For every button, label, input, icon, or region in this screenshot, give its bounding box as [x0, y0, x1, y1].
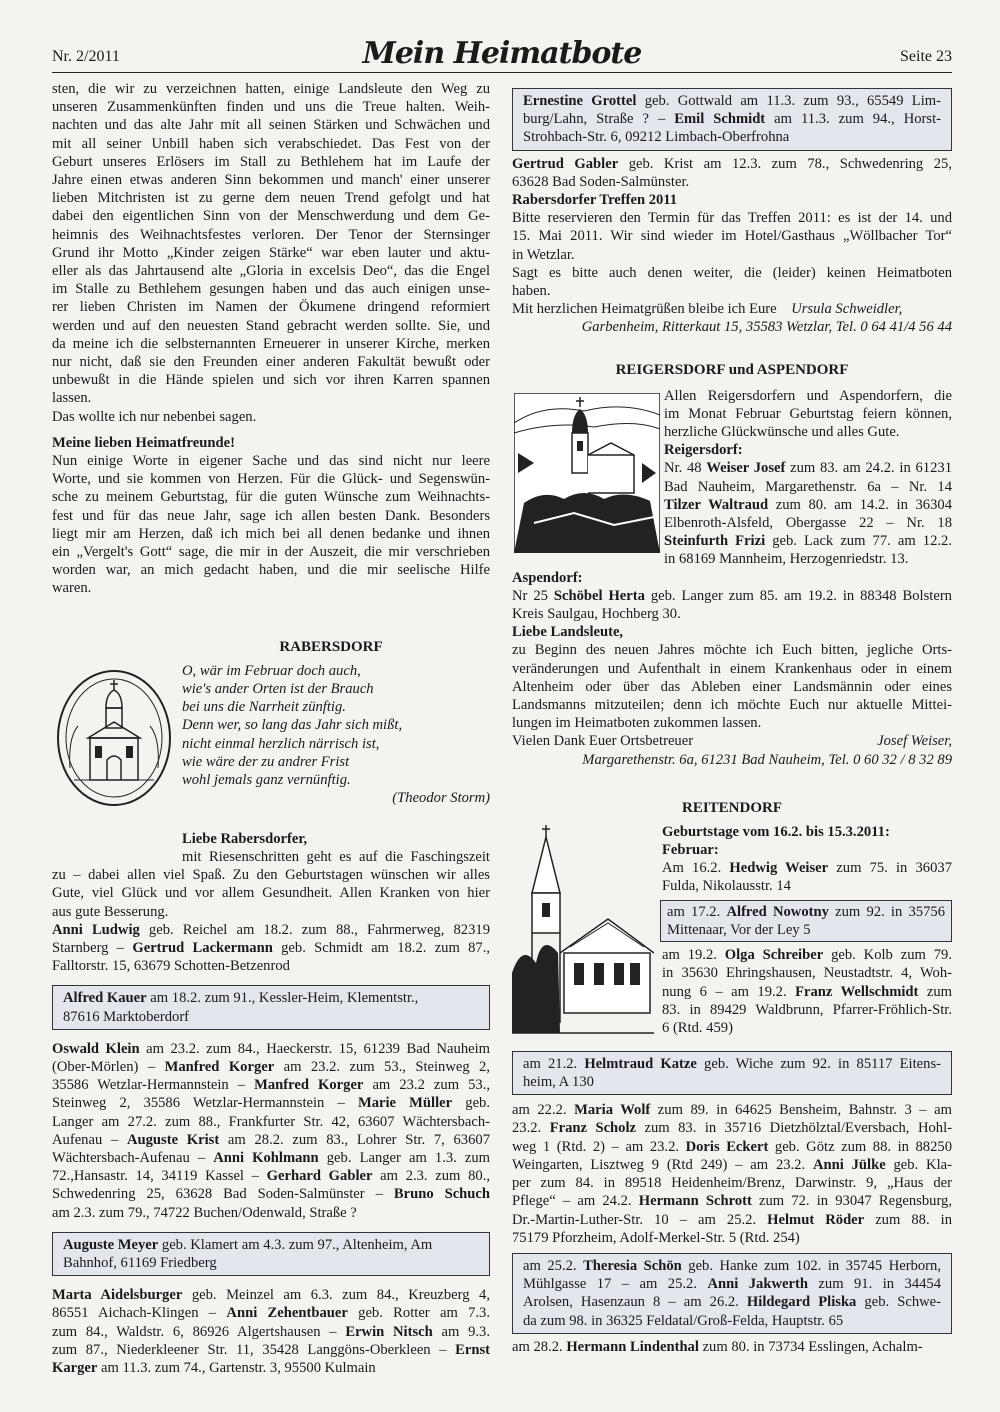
birthday-entry [52, 1149, 490, 1167]
reitendorf-top-section [512, 823, 952, 1045]
box-name: Auguste Meyer [63, 1236, 159, 1253]
text-line: worden war, an mich gedacht haben, und die mir seelische Hilfe [52, 562, 490, 579]
entry-text: am 23.2. zum 53., Steinweg 2, [274, 1058, 490, 1075]
entry-text: 23.2. [512, 1120, 550, 1137]
entry-text: zum 89. in 64625 Bensheim, Bahnstr. 3 – am [650, 1102, 952, 1119]
entry-text: am 2.3. zum 79., 74722 Buchen/Odenwald, Straße ? [52, 1204, 357, 1221]
text-line: aus gute Besserung. [52, 903, 169, 920]
entry-text: Kreis Saulgau, Hochberg 30. [512, 606, 681, 623]
header-rule [52, 72, 952, 73]
entry-text: geb. Gottwald am 11.3. zum 93., 65549 Lim- [636, 93, 941, 109]
text-line: Nun einige Worte in eigener Sache und das sind nicht nur leere [52, 453, 490, 470]
reitendorf-title: REITENDORF [681, 799, 782, 816]
birthday-entry [664, 550, 952, 568]
entry-text: am 25.2. [523, 1257, 584, 1274]
highlight-box-schoen [512, 1253, 952, 1334]
intro-text [52, 80, 490, 426]
text-line: Landsmanns mitzuteilen; denn ich möchte Euch nur aktuelle Mittei- [512, 697, 952, 714]
entry-text: Steinweg 2, 35586 Wetzlar-Hermannstein – [52, 1095, 358, 1112]
person-name: Gerhard Gabler [266, 1168, 373, 1185]
person-name: Ernestine Grottel [523, 93, 637, 109]
right-column [512, 80, 952, 1356]
birthday-entry [512, 173, 952, 191]
entry-text: Schwedenring 25, 63628 Bad Soden-Salmünster – [52, 1186, 394, 1203]
person-name: Marta Aidelsburger [52, 1287, 183, 1304]
entry-text: geb. Rotter am 7.3. [347, 1305, 490, 1322]
entry-text: da zum 98. in 36325 Feldatal/Groß-Felda, Hauptstr. 65 [523, 1312, 844, 1329]
person-name: Hermann Schrott [638, 1193, 752, 1210]
box-name: Alfred Kauer [63, 990, 147, 1007]
poem-author: (Theodor Storm) [392, 790, 490, 807]
person-name: Olga Schreiber [724, 947, 824, 964]
birthday-entry [52, 1323, 490, 1341]
entry-text: geb. Hanke zum 102. in 35745 Herborn, [681, 1257, 941, 1274]
liebe-text [512, 641, 952, 732]
person-name: Franz Scholz [549, 1120, 636, 1137]
entry-text: 63628 Bad Soden-Salmünster. [512, 173, 690, 190]
birthday-list-2 [52, 1040, 490, 1222]
treffen-address: Garbenheim, Ritterkaut 15, 35583 Wetzlar, Tel. 0 64 41/4 56 44 [581, 319, 952, 336]
reitendorf-month: Februar: [662, 842, 719, 859]
text-line: eller als das Jahrtausend alte „Gloria in excelsis Deo“, das die Engel [52, 263, 490, 280]
text-line: Altenheim oder über das Ableben einer Landsmännin oder eines [512, 678, 952, 695]
entry-text: zum 87., Niederkleener Str. 11, 35428 Langgöns-Oberkleen – [52, 1341, 456, 1358]
text-line: Geburt unseres Erlösers im Stall zu Bethlehem hat im Laufe der [52, 153, 490, 170]
entry-text: am 9.3. [432, 1323, 490, 1340]
birthday-entry [523, 1293, 941, 1311]
highlight-box-katze [512, 1051, 952, 1095]
text-line: 15. Mai 2011. Wir sind wieder im Hotel/Gasthaus „Wöllbacher Tor“ [512, 228, 952, 245]
reitendorf-last-entry [512, 1338, 952, 1356]
birthday-entry [667, 921, 945, 939]
reigersdorf-section [512, 387, 952, 569]
entry-text: zum 80. am 14.2. in 36304 [768, 496, 952, 513]
text-line: lieben Mitchristen ist zu gerne dem neuen Trend gefolgt und hat [52, 190, 490, 207]
person-name: Hermann Lindenthal [566, 1338, 699, 1355]
birthday-entry [523, 1073, 941, 1091]
liebe-signature: Vielen Dank Euer Ortsbetreuer Josef Weiser, [512, 733, 952, 750]
person-name: Bruno Schuch [393, 1186, 491, 1203]
entry-text: am 11.3. zum 94., Horst- [765, 111, 941, 128]
entry-text: zum 72. in 93047 Regensburg, [751, 1193, 952, 1210]
person-name: Anni Ludwig [52, 921, 140, 938]
birthday-entry [667, 903, 945, 921]
entry-text: Mittenaar, Vor der Ley 5 [667, 921, 811, 938]
text-line: im Monat Februar Geburtstag feiern können, [664, 405, 952, 422]
birthday-entry [523, 92, 941, 110]
entry-text: Dr.-Martin-Luther-Str. 10 – am 25.2. [512, 1211, 768, 1228]
rabersdorf-poem-section [52, 662, 490, 830]
entry-text: in 68169 Mannheim, Herzogenriedstr. 13. [664, 551, 909, 568]
birthday-entry [512, 1192, 952, 1210]
birthday-entry [52, 1131, 490, 1149]
person-name: Gertrud Gabler [512, 155, 619, 172]
person-name: Helmtraud Katze [584, 1055, 697, 1072]
text-line: haben. [512, 283, 551, 300]
person-name: Ernst [455, 1341, 490, 1358]
poem-line: Denn wer, so lang das Jahr sich mißt, [182, 717, 403, 734]
text-line: zu – dabei allen viel Spaß. Zu den Geburtstagen wünschen wir alles [52, 867, 490, 884]
person-name: Helmut Röder [767, 1211, 865, 1228]
text-line: unseren Zusammenkünften finden und uns die Treue halten. Weih- [52, 99, 490, 116]
birthday-entry [523, 1055, 941, 1073]
person-name: Doris Eckert [685, 1138, 769, 1155]
person-name: Anni Jakwerth [707, 1276, 808, 1293]
village-church-illustration [514, 393, 660, 553]
birthday-entry [52, 1341, 490, 1359]
entry-text: geb. Meinzel am 6.3. zum 84., Kreuzberg 4, [182, 1287, 490, 1304]
entry-text: zum 92. in 35756 [828, 903, 945, 920]
text-line: liegt mir am Herzen, daß ich mich bei all denen bedanke und ihnen [52, 525, 490, 542]
birthday-entry [512, 1211, 952, 1229]
text-line: ein „Vergelt's Gott“ sage, die mir in der Auszeit, die mir verschrieben [52, 544, 490, 561]
chapel-illustration [54, 668, 174, 808]
entry-text: nung 6 – am 19.2. [662, 983, 796, 1000]
text-line: Das wollte ich nur nebenbei sagen. [52, 408, 257, 425]
rabersdorf-greeting: Liebe Rabersdorfer, [182, 830, 308, 847]
birthday-entry [52, 1094, 490, 1112]
birthday-entry [52, 957, 490, 975]
entry-text: Fulda, Nikolausstr. 14 [662, 878, 791, 895]
text-line: Worte, und sie kommen von Herzen. Für die Glück- und Segenswün- [52, 471, 490, 488]
newspaper-title: Mein Heimatbote [362, 36, 642, 71]
entry-text: zum [918, 983, 952, 1000]
entry-text: 72.,Hansastr. 14, 34119 Kassel – [52, 1168, 267, 1185]
birthday-entry [662, 1001, 952, 1019]
birthday-entry [512, 1338, 952, 1356]
entry-text: zum 88. in [864, 1211, 953, 1228]
poem-line: wie's ander Orten ist der Brauch [182, 680, 374, 697]
poem-line: O, wär im Februar doch auch, [182, 662, 361, 679]
birthday-entry [664, 478, 952, 496]
text-line: Gute, viel Glück und vor allem Gesundheit. Allen Kranken von hier [52, 885, 490, 902]
poem-line: nicht einmal herzlich närrisch ist, [182, 735, 380, 752]
issue-number: Nr. 2/2011 [52, 48, 120, 65]
birthday-entry [52, 921, 490, 939]
text-line: veränderungen und Aufenthalt in einem Krankenhaus oder in einem [512, 660, 952, 677]
text-line: mit Riesenschritten geht es auf die Faschingszeit [182, 848, 490, 865]
entry-text: 83. in 89429 Waldbrunn, Pfarrer-Fröhlich-Str. [662, 1001, 952, 1018]
text-line: Grund ihr Motto „Kinder zeigen Stärke“ war eben lauter und aktu- [52, 244, 490, 261]
entry-text: burg/Lahn, Straße ? – [523, 111, 675, 128]
rabersdorf-title: RABERSDORF [279, 638, 383, 655]
entry-text: am 17.2. [667, 903, 727, 920]
entry-text: geb. [452, 1095, 490, 1112]
entry-text: Starnberg – [52, 939, 133, 956]
birthday-entry [523, 1275, 941, 1293]
text-line: unbewußt in die Hände spielen und sich vor ihren Karren spannen [52, 372, 490, 389]
person-name: Anni Kohlmann [213, 1149, 319, 1166]
entry-text: Bad Nauheim, Margarethenstr. 6a – Nr. 14 [664, 478, 952, 495]
entry-text: Arolsen, Hasenzaun 8 – am 26.2. [523, 1294, 747, 1311]
entry-text: geb. Kolb zum 79. [823, 947, 952, 964]
entry-text: geb. Schmidt am 18.2. zum 87., [272, 939, 491, 956]
left-column [52, 80, 490, 1377]
birthday-entry [52, 1058, 490, 1076]
person-name: Hildegard Pliska [746, 1294, 857, 1311]
reitendorf-church-illustration [512, 823, 654, 1041]
text-line: im Stalle zu Bethlehem gesungen haben und das auch einigen unse- [52, 281, 490, 298]
entry-text: Am 16.2. [662, 860, 730, 877]
friends-text [52, 452, 490, 598]
birthday-entry [664, 459, 952, 477]
entry-text: 75179 Pforzheim, Adolf-Merkel-Str. 5 (Rtd. 254) [512, 1229, 800, 1246]
birthday-entry [52, 1076, 490, 1094]
entry-text: zum 91. in 34454 [807, 1276, 942, 1293]
reigersdorf-text [664, 387, 952, 569]
reitendorf-list [512, 1101, 952, 1247]
highlight-box-meyer: Auguste Meyer geb. Klamert am 4.3. zum 97., Altenheim, Am Bahnhof, 61169 Friedberg [52, 1232, 490, 1276]
entry-text: geb. Krist am 12.3. zum 78., Schwedenring 25, [618, 155, 952, 172]
rabersdorf-greeting-text [52, 848, 490, 921]
birthday-entry [523, 110, 941, 128]
person-name: Marie Müller [357, 1095, 453, 1112]
birthday-entry [512, 155, 952, 173]
text-line: dabei den eigentlichen Sinn von der Menschwerdung und dem Ge- [52, 208, 490, 225]
text-line: sche zu meinem Geburtstag, für die guten Wünsche zum Weihnachts- [52, 489, 490, 506]
entry-text: per zum 84. in 89518 Heidenheim/Brenz, Darwinstr. 9, „Haus der [512, 1175, 952, 1192]
aspendorf-entries [512, 587, 952, 623]
person-name: Emil Schmidt [674, 111, 766, 128]
aspendorf-subheading: Aspendorf: [512, 569, 583, 586]
page-header [52, 36, 952, 76]
birthday-entry [523, 128, 941, 146]
text-line: heimnis des Weihnachtsfestes verloren. Der Tenor der Sternsinger [52, 226, 490, 243]
entry-text: 35586 Wetzlar-Hermannstein – [52, 1077, 255, 1094]
person-name: Manfred Korger [164, 1058, 275, 1075]
treffen-heading: Rabersdorfer Treffen 2011 [512, 192, 678, 209]
person-name: Manfred Korger [254, 1077, 364, 1094]
friends-heading: Meine lieben Heimatfreunde! [52, 434, 235, 451]
entry-text: am 11.3. zum 74., Gartenstr. 3, 95500 Kulmain [97, 1359, 376, 1376]
entry-text: zum 84., Waldstr. 6, 86926 Algertshausen – [52, 1323, 346, 1340]
entry-text: Nr 25 [512, 587, 554, 604]
text-line: zu Beginn des neuen Jahres möchte ich Euch bitten, jegliche Orts- [512, 642, 952, 659]
entry-text: am 28.2. zum 83., Lohrer Str. 7, 63607 [219, 1131, 490, 1148]
entry-text: am 2.3. zum 80., [372, 1168, 490, 1185]
entry-text: geb. Langer zum 85. am 19.2. in 88348 Bolstern [644, 587, 952, 604]
entry-text: Pflege“ – am 24.2. [512, 1193, 639, 1210]
person-name: Anni Jülke [812, 1156, 886, 1173]
birthday-entry [512, 1156, 952, 1174]
entry-text: geb. Götz zum 88. in 88250 [768, 1138, 952, 1155]
entry-text: am 23.2. zum 84., Haeckerstr. 15, 61239 Bad Nauheim [139, 1040, 490, 1057]
person-name: Schöbel Herta [553, 587, 645, 604]
entry-text: geb. Lack zum 77. am 12.2. [765, 533, 952, 550]
entry-text: geb. Langer am 1.3. zum [318, 1149, 491, 1166]
text-line: in Wetzlar. [512, 246, 575, 263]
entry-text: zum 83. in 35716 Dietzhölztal/Eversbach, Hohl- [636, 1120, 952, 1137]
text-line: Jahre einen etwas anderen Sinn bekommen und manch' einer unserer [52, 172, 490, 189]
birthday-entry [662, 946, 952, 964]
birthday-entry [52, 1304, 490, 1322]
poem-line: wohl jemals ganz vernünftig. [182, 771, 351, 788]
birthday-entry [52, 1204, 490, 1222]
birthday-entry [52, 1359, 490, 1377]
entry-text: Aufenau – [52, 1131, 127, 1148]
birthday-entry [52, 1286, 490, 1304]
birthday-entry [512, 1174, 952, 1192]
entry-text: Elbenroth-Alsfeld, Obergasse 22 – Nr. 18 [664, 515, 952, 532]
treffen-text [512, 209, 952, 300]
birthday-entry [52, 939, 490, 957]
birthday-entry [52, 1040, 490, 1058]
entry-text: Weingarten, Lisztweg 9 (Rtd 249) – am 23.2. [512, 1156, 813, 1173]
highlight-box-kauer: Alfred Kauer am 18.2. zum 91., Kessler-Heim, Klementstr., 87616 Marktoberdorf [52, 985, 490, 1029]
text-line: mit all seiner Unbill haben sich verabschiedet. Das Fest von der [52, 135, 490, 152]
entry-text: am 23.2 zum 53., [363, 1077, 490, 1094]
entry-text: zum 83. am 24.2. in 61231 [785, 460, 952, 477]
entry-text: Mühlgasse 17 – am 25.2. [523, 1276, 708, 1293]
birthday-entry [662, 983, 952, 1001]
person-name: Gertrud Lackermann [132, 939, 273, 956]
text-line: waren. [52, 580, 92, 597]
birthday-entry [512, 605, 952, 623]
birthday-entry [512, 1138, 952, 1156]
entry-text: am 19.2. [662, 947, 725, 964]
entry-text: zum 75. in 36037 [828, 860, 952, 877]
text-line: Bitte reservieren den Termin für das Treffen 2011: es ist der 14. und [512, 210, 952, 227]
poem-line: bei uns die Narrheit zünftig. [182, 699, 346, 716]
birthday-entry [662, 877, 952, 895]
person-name: Oswald Klein [52, 1040, 140, 1057]
person-name: Weiser Josef [706, 460, 786, 477]
birthday-entry [512, 1229, 952, 1247]
text-line: rer lieben Christen im Namen der Ökumene dringend reformiert [52, 299, 490, 316]
person-name: Theresia Schön [583, 1257, 682, 1274]
entry-text: geb. Schwe- [856, 1294, 941, 1311]
poem-line: wie wäre der zu andrer Frist [182, 753, 350, 770]
text-line: sten, die wir zu verzeichnen hatten, einige Landsleute den Weg zu [52, 81, 490, 97]
entry-text: heim, A 130 [523, 1074, 594, 1091]
entry-text: weg 1 (Rtd. 2) – am 23.2. [512, 1138, 686, 1155]
person-name: Auguste Krist [126, 1131, 220, 1148]
birthday-entry [512, 587, 952, 605]
text-line: nur nicht, daß sie den Freunden einer anderen Fakultät bewußt oder [52, 354, 490, 371]
text-line: werden und auf den neuesten Stand gebracht werden sollte. Sie, und [52, 317, 490, 334]
birthday-entry [52, 1113, 490, 1131]
birthday-list-1 [52, 921, 490, 976]
entry-text: in 35630 Ehringshausen, Neustadtstr. 4, Woh- [662, 965, 952, 982]
entry-text: am 22.2. [512, 1102, 575, 1119]
entry-text: Langer am 27.2. zum 88., Frankfurter Str. 42, 63607 Wächtersbach- [52, 1113, 490, 1130]
person-name: Maria Wolf [574, 1102, 651, 1119]
entry-text: Strohbach-Str. 6, 09212 Limbach-Oberfrohna [523, 129, 790, 146]
person-name: Erwin Nitsch [345, 1323, 433, 1340]
highlight-box-nowotny [660, 900, 952, 942]
birthday-entry [523, 1312, 941, 1330]
birthday-entry [52, 1185, 490, 1203]
liebe-heading: Liebe Landsleute, [512, 624, 624, 641]
highlight-box-grottel [512, 88, 952, 151]
person-name: Alfred Nowotny [726, 903, 829, 920]
person-name: Franz Wellschmidt [795, 983, 919, 1000]
birthday-entry [664, 514, 952, 532]
birthday-entry [662, 964, 952, 982]
birthday-entry [664, 532, 952, 550]
birthday-entry [662, 859, 952, 877]
entry-text: 6 (Rtd. 459) [662, 1019, 733, 1036]
entry-text: am 21.2. [523, 1055, 585, 1072]
birthday-entry [52, 1167, 490, 1185]
text-line: Allen Reigersdorfern und Aspendorfern, die [664, 387, 952, 404]
reitendorf-period: Geburtstage vom 16.2. bis 15.3.2011: [662, 823, 890, 840]
person-name: Karger [52, 1359, 98, 1376]
birthday-entry [664, 496, 952, 514]
text-line: herzliche Glückwünsche und alles Gute. [664, 424, 900, 441]
birthday-entry [662, 1019, 952, 1037]
text-line: nachten und das alte Jahr mit all seinen Stärken und Schwächen und [52, 117, 490, 134]
entry-text: Nr. 48 [664, 460, 707, 477]
liebe-address: Margarethenstr. 6a, 61231 Bad Nauheim, Tel. 0 60 32 / 8 32 89 [582, 751, 952, 768]
reitendorf-top-text [662, 823, 952, 1037]
entry-text: Falltorstr. 15, 63679 Schotten-Betzenrod [52, 958, 290, 975]
text-line: da meine ich die selbsternannten Erneuerer in unserer Kirche, merken [52, 335, 490, 352]
birthday-entry [512, 1119, 952, 1137]
entry-text: am 28.2. [512, 1338, 567, 1355]
entry-text: geb. Wiche zum 92. in 85117 Eitens- [696, 1055, 941, 1072]
reigersdorf-title: REIGERSDORF und ASPENDORF [615, 361, 849, 378]
storm-poem [182, 662, 490, 808]
person-name: Tilzer Waltraud [664, 496, 769, 513]
gabler-entry [512, 155, 952, 191]
entry-text: zum 80. in 73734 Esslingen, Achalm- [698, 1338, 923, 1355]
birthday-list-3 [52, 1286, 490, 1377]
entry-text: (Ober-Mörlen) – [52, 1058, 165, 1075]
person-name: Anni Zehentbauer [226, 1305, 348, 1322]
text-line: lassen. [52, 390, 92, 407]
text-line: Sagt es bitte auch denen weiter, die (leider) keinen Heimatboten [512, 264, 952, 281]
text-line: lungen im Heimatboten zukommen lassen. [512, 715, 762, 732]
person-name: Steinfurth Frizi [664, 533, 766, 550]
page-number: Seite 23 [900, 48, 952, 65]
entry-text: Wächtersbach-Aufenau – [52, 1149, 214, 1166]
person-name: Hedwig Weiser [729, 860, 829, 877]
birthday-entry [512, 1101, 952, 1119]
reigersdorf-subheading: Reigersdorf: [664, 442, 743, 459]
treffen-signature: Mit herzlichen Heimatgrüßen bleibe ich Eure Ursula Schweidler, [512, 301, 903, 318]
entry-text: geb. Kla- [885, 1156, 952, 1173]
entry-text: 86551 Aichach-Klingen – [52, 1305, 227, 1322]
birthday-entry [523, 1257, 941, 1275]
entry-text: geb. Reichel am 18.2. zum 88., Fahrmerweg, 82319 [139, 921, 490, 938]
text-line: fest und für das neue Jahr, sage ich allen besten Dank. Besonders [52, 507, 490, 524]
